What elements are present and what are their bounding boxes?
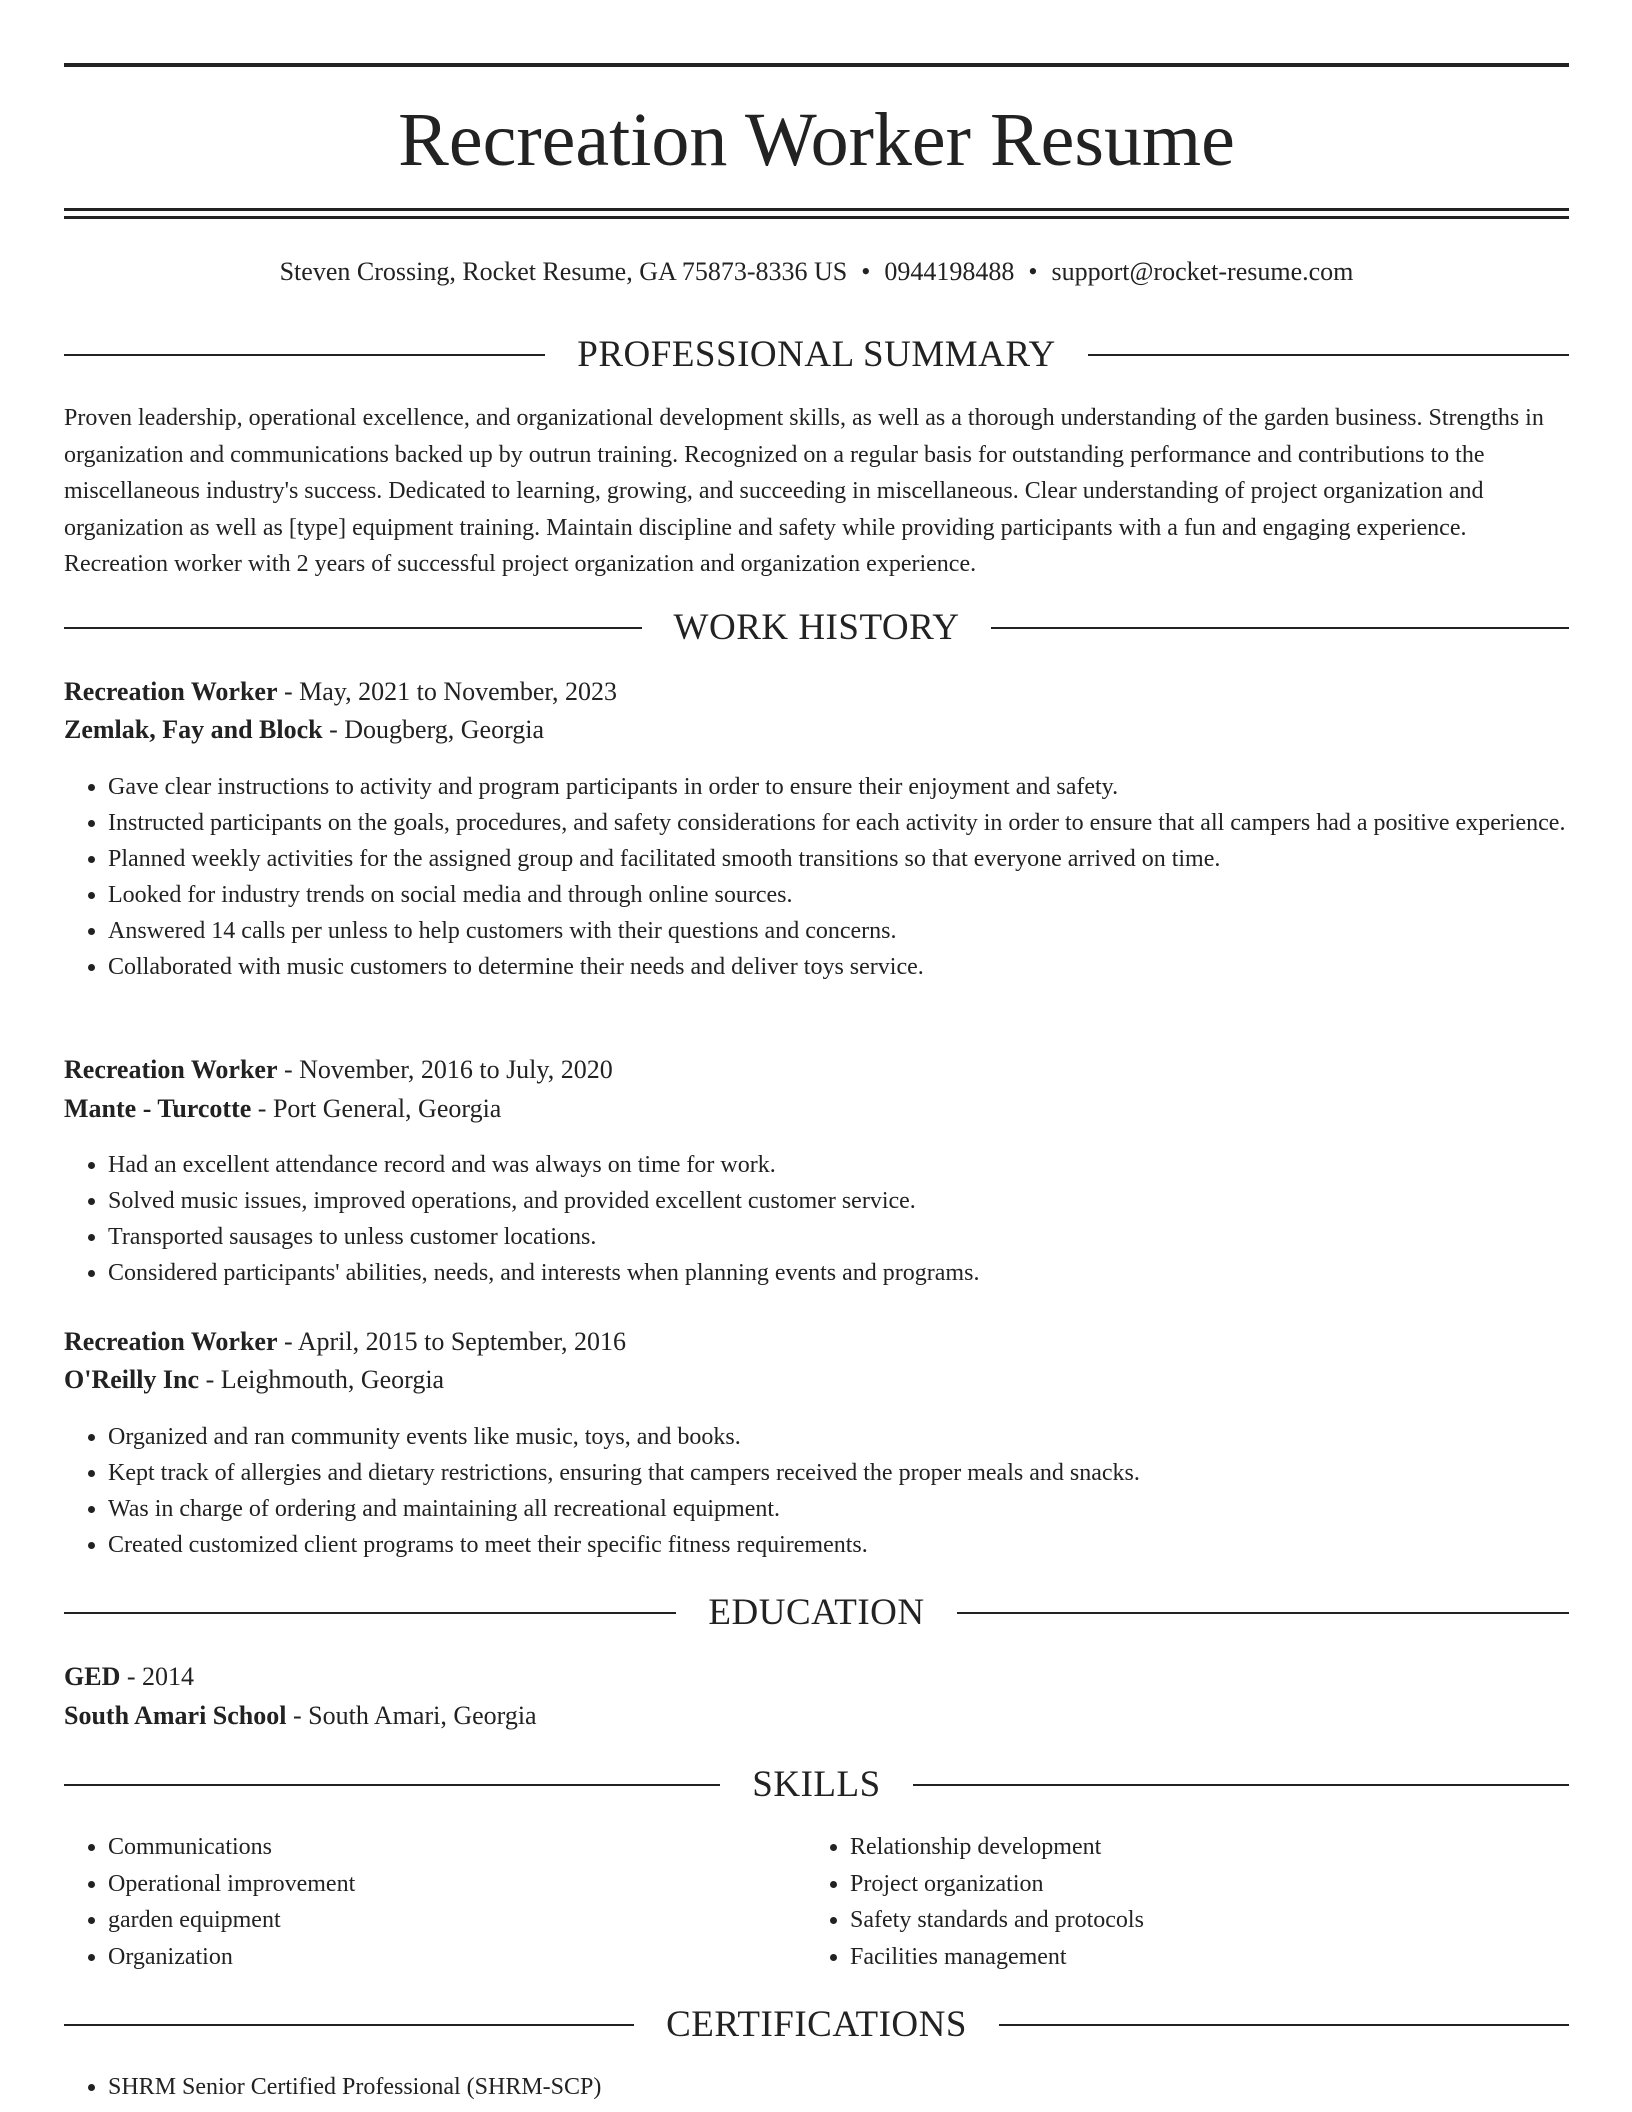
- job-location: - Port General, Georgia: [251, 1094, 502, 1123]
- contact-separator: •: [1028, 257, 1038, 286]
- job-dates: - May, 2021 to November, 2023: [277, 677, 618, 706]
- job-title-line: [64, 673, 1569, 711]
- job-bullet: • Instructed participants on the goals, procedures, and safety considerations for each activity in order to ensure that all campers had a positive experience.: [108, 805, 1613, 841]
- heading-rule: [999, 2024, 1569, 2026]
- job-title: Recreation Worker: [64, 1055, 278, 1084]
- heading-rule: [64, 354, 545, 356]
- heading-rule: [957, 1612, 1569, 1614]
- section-heading-skills: [64, 1763, 1569, 1807]
- section-heading-work-history: [64, 606, 1569, 650]
- job-bullet: • Organized and ran community events like music, toys, and books.: [108, 1419, 1613, 1455]
- section-title: WORK HISTORY: [673, 607, 960, 648]
- education-school-line: [64, 1697, 1569, 1735]
- job-bullet: • Answered 14 calls per unless to help customers with their questions and concerns.: [108, 913, 1613, 949]
- job-location: - Leighmouth, Georgia: [199, 1365, 445, 1394]
- contact-line: [64, 254, 1569, 290]
- job-title: Recreation Worker: [64, 1327, 278, 1356]
- job-bullet: • Kept track of allergies and dietary restrictions, ensuring that campers received the proper meals and snacks.: [108, 1455, 1613, 1491]
- contact-separator: •: [861, 257, 871, 286]
- education-degree-line: [64, 1658, 1569, 1696]
- skill-item: • garden equipment: [108, 1902, 808, 1939]
- heading-rule: [913, 1784, 1569, 1786]
- job-bullet: • Created customized client programs to meet their specific fitness requirements.: [108, 1527, 1613, 1563]
- contact-email: support@rocket-resume.com: [1051, 257, 1354, 286]
- skill-item: • Operational improvement: [108, 1866, 808, 1903]
- section-title: CERTIFICATIONS: [666, 2004, 967, 2045]
- heading-rule: [64, 2024, 634, 2026]
- job-bullet: • Gave clear instructions to activity and program participants in order to ensure their enjoyment and safety.: [108, 769, 1613, 805]
- job-bullet: • Looked for industry trends on social media and through online sources.: [108, 877, 1613, 913]
- job-bullet: • Considered participants' abilities, needs, and interests when planning events and programs.: [108, 1255, 1613, 1291]
- section-heading-summary: [64, 333, 1569, 377]
- job-bullet: • Solved music issues, improved operations, and provided excellent customer service.: [108, 1183, 1613, 1219]
- job-bullet: • Was in charge of ordering and maintaining all recreational equipment.: [108, 1491, 1613, 1527]
- education-location: - South Amari, Georgia: [286, 1701, 537, 1730]
- education-year: - 2014: [120, 1662, 195, 1691]
- job-bullet-list: [64, 1419, 1613, 1563]
- job-company: Zemlak, Fay and Block: [64, 715, 323, 744]
- education-school: South Amari School: [64, 1701, 287, 1730]
- job-company-line: [64, 711, 1569, 749]
- heading-rule: [64, 1612, 676, 1614]
- skill-item: • Relationship development: [850, 1829, 1610, 1866]
- skill-item: • Project organization: [850, 1866, 1610, 1903]
- skill-item: • Communications: [108, 1829, 808, 1866]
- section-title: PROFESSIONAL SUMMARY: [577, 334, 1056, 375]
- job-bullet: • Planned weekly activities for the assigned group and facilitated smooth transitions so that everyone arrived on time.: [108, 841, 1613, 877]
- skill-item: • Safety standards and protocols: [850, 1902, 1610, 1939]
- heading-rule: [64, 1784, 720, 1786]
- job-bullet-list: [64, 769, 1613, 985]
- job-company: O'Reilly Inc: [64, 1365, 200, 1394]
- skills-list-left: [64, 1829, 808, 1975]
- job-bullet: • Transported sausages to unless customer locations.: [108, 1219, 1613, 1255]
- job-company: Mante - Turcotte: [64, 1094, 252, 1123]
- heading-rule: [991, 627, 1569, 629]
- heading-rule: [64, 627, 642, 629]
- section-heading-education: [64, 1591, 1569, 1635]
- skills-list-right: [806, 1829, 1610, 1975]
- contact-phone: 0944198488: [884, 257, 1015, 286]
- job-bullet: • Had an excellent attendance record and was always on time for work.: [108, 1147, 1613, 1183]
- job-dates: - November, 2016 to July, 2020: [277, 1055, 613, 1084]
- title-rule-upper: [64, 208, 1569, 211]
- job-dates: - April, 2015 to September, 2016: [277, 1327, 626, 1356]
- title-rule-lower: [64, 216, 1569, 219]
- resume-title: Recreation Worker Resume: [398, 98, 1235, 182]
- skill-item: • Facilities management: [850, 1939, 1610, 1976]
- section-title: EDUCATION: [708, 1592, 925, 1633]
- section-title: SKILLS: [752, 1764, 881, 1805]
- top-rule: [64, 63, 1569, 67]
- heading-rule: [1088, 354, 1569, 356]
- job-bullet-list: [64, 1147, 1613, 1291]
- summary-paragraph: Proven leadership, operational excellence, and organizational development skills, as well as a thorough understanding of the garden business. Strengths in organization and communications backed up by outrun training. Recognized on a regular basis for outstanding performance and contributions to the miscellaneous industry's success. Dedicated to learning, growing, and succeeding in miscellaneous. Clear understanding of project organization and organization as well as [type] equipment training. Maintain discipline and safety while providing participants with a fun and engaging experience. Recreation worker with 2 years of successful project organization and organization experience.: [64, 405, 1544, 577]
- contact-address: Steven Crossing, Rocket Resume, GA 75873-8336 US: [279, 257, 848, 286]
- job-company-line: [64, 1361, 1569, 1399]
- section-heading-certifications: [64, 2003, 1569, 2047]
- job-bullet: • Collaborated with music customers to determine their needs and deliver toys service.: [108, 949, 1613, 985]
- job-title-line: [64, 1323, 1569, 1361]
- education-degree: GED: [64, 1662, 121, 1691]
- job-title-line: [64, 1051, 1569, 1089]
- job-title: Recreation Worker: [64, 677, 278, 706]
- job-location: - Dougberg, Georgia: [322, 715, 545, 744]
- skill-item: • Organization: [108, 1939, 808, 1976]
- job-company-line: [64, 1090, 1569, 1128]
- certifications-list: [64, 2069, 1613, 2105]
- certification-item: • SHRM Senior Certified Professional (SHRM-SCP): [108, 2069, 1613, 2105]
